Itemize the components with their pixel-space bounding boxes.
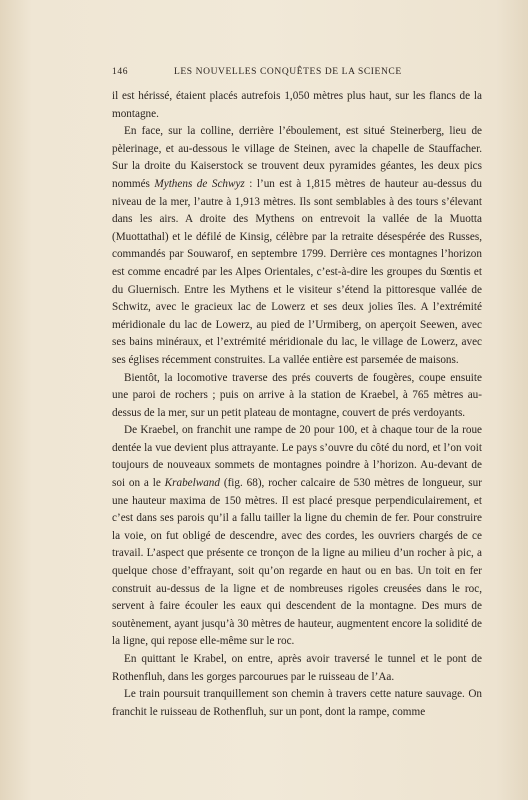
italic-term: Mythens de Schwyz [154, 177, 245, 190]
paragraph-rothenfluh-tunnel: En quittant le Krabel, on entre, après avoir traversé le tunnel et le pont de Rothenfluh, dans les gorges parcourues par le ruisseau de l’Aa. [112, 653, 482, 683]
body-text [112, 88, 482, 721]
running-header [112, 67, 482, 81]
paragraph-text: En face, sur la colline, derrière l’éboulement, est situé Steinerberg, lieu de pèlerinage, et au-dessous le village de Steinen, avec la chapelle de Stauffacher. Sur la droite du Kaiserstock se trouvent deux pyramides géantes, les deux pics nommés [112, 125, 482, 190]
paragraph-text: De Kraebel, on franchit une rampe de 20 pour 100, et à chaque tour de la roue dentée la vue devient plus attrayante. Le pays s’ouvre du côté du nord, et l’on voit toujours de nouveaux sommets de montagnes poindre à l’horizon. Au-devant de soi on a le [112, 424, 482, 490]
italic-term: Krabelwand [164, 477, 220, 490]
running-title: LES NOUVELLES CONQUÊTES DE LA SCIENCE [174, 67, 402, 77]
paragraph-kraebel-station: Bientôt, la locomotive traverse des prés couverts de fougères, coupe ensuite une paroi de rochers ; puis on arrive à la station de Kraebel, à 765 mètres au-dessus de la mer, sur un petit plateau de montagne, couvert de prés verdoyants. [112, 371, 482, 419]
paragraph-krabelwand [112, 422, 482, 651]
paragraph-text: : l’un est à 1,815 mètres de hauteur au-dessus du niveau de la mer, l’autre à 1,913 mètres. Ils sont semblables à des tours s’élevant dans les airs. A droite des Mythens on entrevoit la vallée de la Muotta (Muottathal) et le défilé de Kinsig, célèbre par la retraite désespérée des Russes, commandés par Souwarof, en septembre 1799. Derrière ces montagnes l’horizon est comme encadré par les Alpes Orientales, c’est-à-dire les groupes du Sœntis et du Gluernisch. Entre les Mythens et le visiteur s’étend la pittoresque vallée de Schwitz, avec le gracieux lac de Lowerz et ses deux jolies îles. A l’extrémité méridionale du lac de Lowerz, au pied de l’Urmiberg, on aperçoit Seewen, avec ses bains minéraux, et l’extrémité méridionale du lac, le village de Lowerz, avec ses églises récemment construites. La vallée entière est parsemée de maisons. [112, 177, 482, 366]
paragraph-steinerberg [112, 123, 482, 369]
paragraph-text: (fig. 68), rocher calcaire de 530 mètres de longueur, sur une hauteur maxima de 150 mètres. Il est placé presque perpendiculairement, et c’est dans ses parois qu’il a fallu tailler la ligne du chemin de fer. Pour construire la voie, on fut obligé de descendre, avec des cordes, les ouvriers chargés de ce travail. L’aspect que présente ce tronçon de la ligne au milieu d’un rocher à pic, a quelque chose d’effrayant, soit qu’on regarde en haut ou en bas. Un toit en fer construit au-dessus de la ligne et de nombreuses rigoles creusées dans le roc, servent à faire écouler les eaux qui descendent de la montagne. Des murs de soutènement, ayant jusqu’à 30 mètres de hauteur, augmentent encore la solidité de la ligne, qui repose elle-même sur le roc. [112, 477, 482, 648]
paragraph-train-continues: Le train poursuit tranquillement son chemin à travers cette nature sauvage. On franchit le ruisseau de Rothenfluh, sur un pont, dont la rampe, comme [112, 688, 482, 718]
page-number: 146 [112, 67, 129, 77]
paragraph-continuation: il est hérissé, étaient placés autrefois 1,050 mètres plus haut, sur les flancs de la montagne. [112, 90, 482, 120]
